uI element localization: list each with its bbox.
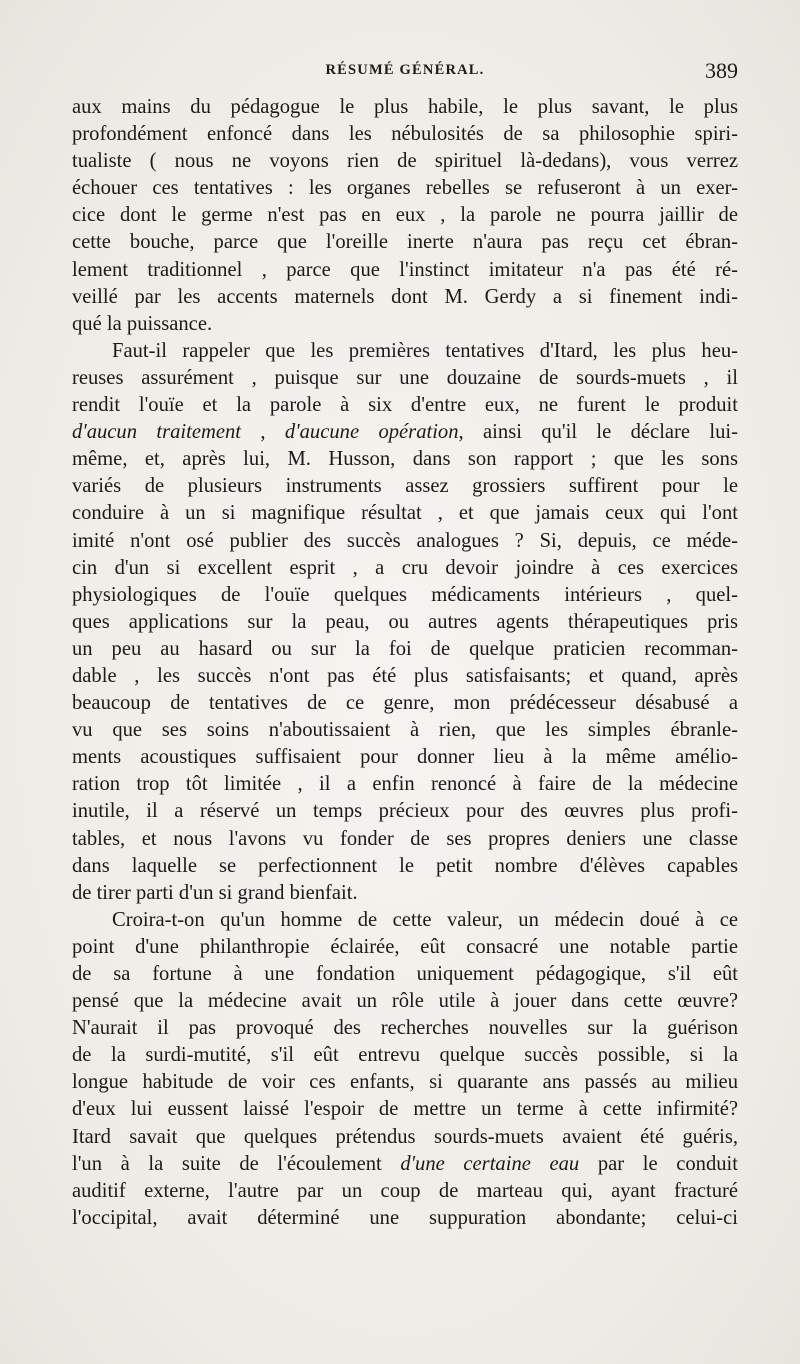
- text-line: pensé que la médecine avait un rôle utile à jouer dans cette œuvre?: [72, 990, 738, 1013]
- text-line: longue habitude de voir ces enfants, si quarante ans passés au milieu: [72, 1071, 738, 1094]
- text-line: veillé par les accents maternels dont M. Gerdy a si finement indi-: [72, 285, 738, 308]
- text-line: profondément enfoncé dans les nébulosités de sa philosophie spiri-: [72, 123, 738, 146]
- text-line: N'aurait il pas provoqué des recherches nouvelles sur la guérison: [72, 1017, 738, 1040]
- text-line: Faut-il rappeler que les premières tentatives d'Itard, les plus heu-: [112, 339, 738, 362]
- text-line: reuses assurément , puisque sur une douzaine de sourds-muets , il: [72, 366, 738, 389]
- text-line: ments acoustiques suffisaient pour donner lieu à la même amélio-: [72, 746, 738, 769]
- text-fragment: par le conduit: [579, 1152, 738, 1175]
- text-line: tualiste ( nous ne voyons rien de spirituel là-dedans), vous verrez: [72, 150, 738, 173]
- page-header: [72, 58, 738, 88]
- running-title: RÉSUMÉ GÉNÉRAL.: [325, 62, 485, 78]
- text-line: inutile, il a réservé un temps précieux pour des œuvres plus profi-: [72, 800, 738, 823]
- text-line: échouer ces tentatives : les organes rebelles se refuseront à un exer-: [72, 177, 738, 200]
- text-line: dable , les succès n'ont pas été plus satisfaisants; et quand, après: [72, 664, 738, 687]
- italic-phrase: d'aucun traitement: [72, 421, 242, 444]
- text-line: Croira-t-on qu'un homme de cette valeur, un médecin doué à ce: [112, 908, 738, 931]
- text-line: un peu au hasard ou sur la foi de quelque praticien recomman-: [72, 637, 738, 660]
- text-line: auditif externe, l'autre par un coup de marteau qui, ayant fracturé: [72, 1179, 738, 1202]
- body-text: [72, 94, 738, 1232]
- text-line: cin d'un si excellent esprit , a cru devoir joindre à ces exercices: [72, 556, 738, 579]
- text-line: physiologiques de l'ouïe quelques médicaments intérieurs , quel-: [72, 583, 738, 606]
- text-line: de sa fortune à une fondation uniquement pédagogique, s'il eût: [72, 963, 738, 985]
- text-line: imité n'ont osé publier des succès analogues ? Si, depuis, ce méde-: [72, 529, 738, 552]
- text-line: dans laquelle se perfectionnent le petit nombre d'élèves capables: [72, 854, 738, 877]
- text-fragment: , ainsi qu'il le déclare lui-: [458, 421, 738, 444]
- text-line: tables, et nous l'avons vu fonder de ses propres deniers une classe: [72, 827, 738, 850]
- text-fragment: l'un à la suite de l'écoulement: [72, 1152, 401, 1175]
- text-line: même, et, après lui, M. Husson, dans son rapport ; que les sons: [72, 448, 738, 471]
- text-line: d'eux lui eussent laissé l'espoir de mettre un terme à cette infirmité?: [72, 1098, 738, 1121]
- text-line: ration trop tôt limitée , il a enfin renoncé à faire de la médecine: [72, 773, 738, 796]
- text-line: cice dont le germe n'est pas en eux , la parole ne pourra jaillir de: [72, 204, 738, 227]
- text-line: vu que ses soins n'aboutissaient à rien, que les simples ébranle-: [72, 719, 738, 742]
- text-line: aux mains du pédagogue le plus habile, le plus savant, le plus: [72, 96, 738, 118]
- text-line: l'occipital, avait déterminé une suppuration abondante; celui-ci: [72, 1206, 738, 1229]
- text-line: [72, 419, 738, 446]
- text-fragment: ,: [241, 421, 285, 444]
- page-number: 389: [705, 58, 738, 83]
- text-line: [72, 1151, 738, 1178]
- text-line: de tirer parti d'un si grand bienfait.: [72, 881, 358, 904]
- text-line: variés de plusieurs instruments assez grossiers suffirent pour le: [72, 475, 738, 498]
- text-line: point d'une philanthropie éclairée, eût consacré une notable partie: [72, 935, 738, 958]
- text-line: conduire à un si magnifique résultat , et que jamais ceux qui l'ont: [72, 502, 738, 525]
- italic-phrase: d'aucune opération: [284, 421, 459, 444]
- text-line: Itard savait que quelques prétendus sourds-muets avaient été guéris,: [72, 1125, 738, 1148]
- text-line: rendit l'ouïe et la parole à six d'entre eux, ne furent le produit: [72, 394, 738, 417]
- text-line: ques applications sur la peau, ou autres agents thérapeutiques pris: [72, 610, 738, 633]
- text-line: qué la puissance.: [72, 312, 213, 335]
- text-line: beaucoup de tentatives de ce genre, mon prédécesseur désabusé a: [72, 692, 738, 715]
- text-line: de la surdi-mutité, s'il eût entrevu quelque succès possible, si la: [72, 1044, 738, 1067]
- text-line: lement traditionnel , parce que l'instinct imitateur n'a pas été ré-: [72, 258, 738, 281]
- italic-phrase: d'une certaine eau: [400, 1152, 580, 1175]
- text-line: cette bouche, parce que l'oreille inerte n'aura pas reçu cet ébran-: [72, 231, 738, 254]
